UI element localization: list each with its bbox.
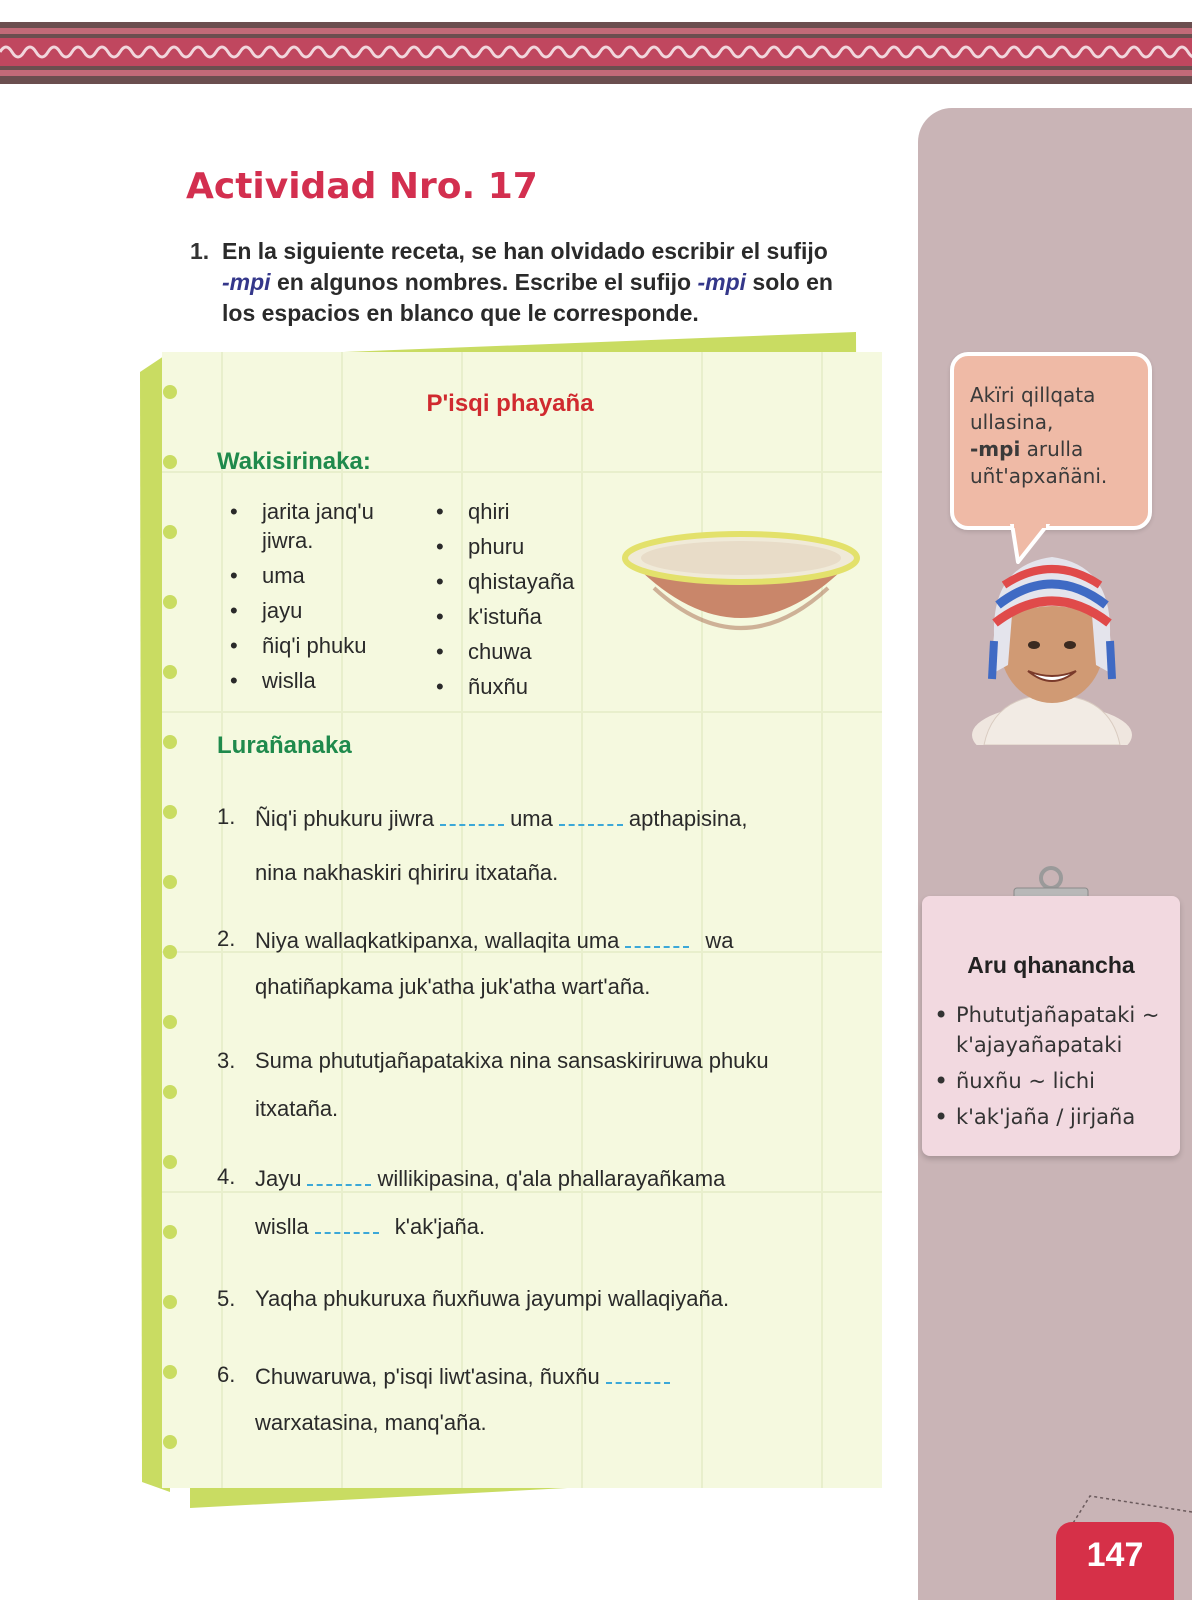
step-fragment: k'ak'jaña. (394, 1214, 486, 1239)
note-card (922, 896, 1180, 1156)
ingredient-item: • jarita janq'u jiwra. (226, 497, 416, 555)
activity-title: Actividad Nro. 17 (186, 166, 538, 207)
step-fragment: wa (705, 928, 734, 953)
suffix-label: -mpi (222, 269, 271, 295)
ingredients-list-1 (226, 497, 416, 701)
instruction-part-4: los espacios en blanco que le corresponde. (222, 300, 699, 326)
note-title: Aru qhanancha (967, 952, 1135, 978)
bubble-line-3-rest: arulla (1020, 437, 1084, 461)
ingredient-item: • qhistayaña (432, 567, 612, 596)
ingredient-item: • ñuxñu (432, 672, 612, 701)
instruction-text (222, 236, 892, 329)
instruction-part-2: en algunos nombres. Escribe el sufijo (276, 269, 692, 295)
blank-field[interactable] (559, 804, 623, 826)
bowl-illustration (614, 528, 868, 656)
blank-field[interactable] (440, 804, 504, 826)
step-text: Suma phututjañapatakixa nina sansaskiriruwa phuku (255, 1048, 769, 1073)
ingredient-item: • ñiq'i phuku (226, 631, 416, 660)
page-number-badge (1056, 1522, 1174, 1600)
ingredient-item: • jayu (226, 596, 416, 625)
bubble-line-3 (970, 436, 1134, 463)
step-fragment: apthapisina, (628, 806, 748, 831)
suffix-label: -mpi (697, 269, 747, 295)
step-number: 5. (217, 1286, 236, 1311)
step-text: nina nakhaskiri qhiriru itxataña. (255, 860, 559, 885)
note-item: • Phututjañapataki ~ k'ajayañapataki (932, 1000, 1176, 1060)
step-text: warxatasina, manq'aña. (255, 1410, 487, 1435)
steps-heading: Lurañanaka (217, 732, 352, 759)
page-number: 147 (1086, 1536, 1144, 1574)
blank-field[interactable] (307, 1164, 371, 1186)
note-item: • k'ak'jaña / jirjaña (932, 1102, 1176, 1132)
step-fragment: Chuwaruwa, p'isqi liwt'asina, ñuxñu (255, 1364, 600, 1389)
right-sidebar (918, 108, 1192, 1600)
ingredient-item: • wislla (226, 666, 416, 695)
step-text: itxataña. (255, 1096, 339, 1121)
instruction-part-3: solo en (752, 269, 833, 295)
bubble-line-2: ullasina, (970, 410, 1054, 434)
instruction-part-1: En la siguiente receta, se han olvidado escribir el sufijo (222, 238, 828, 264)
boy-illustration (964, 545, 1139, 745)
blank-field[interactable] (606, 1362, 670, 1384)
step-number: 2. (217, 926, 236, 951)
decorative-top-band (0, 22, 1192, 84)
step-number: 3. (217, 1048, 236, 1073)
step-number: 4. (217, 1164, 236, 1189)
step-fragment: wislla (255, 1214, 309, 1239)
ingredient-item: • phuru (432, 532, 612, 561)
note-item: • ñuxñu ~ lichi (932, 1066, 1176, 1096)
ingredient-item: • qhiri (432, 497, 612, 526)
bubble-suffix: -mpi (970, 437, 1021, 461)
step-text (255, 1212, 485, 1240)
blank-field[interactable] (315, 1212, 379, 1234)
step-number: 6. (217, 1362, 236, 1387)
note-list (932, 1000, 1176, 1138)
ingredients-list-2 (432, 497, 612, 707)
step-fragment: Jayu (255, 1166, 302, 1191)
ingredients-heading: Wakisirinaka: (217, 448, 371, 475)
bubble-line-1: Akïri qillqata (970, 383, 1096, 407)
ingredient-item: • chuwa (432, 637, 612, 666)
bubble-line-4: uñt'apxañäni. (970, 464, 1108, 488)
step-text (255, 1362, 676, 1390)
step-number: 1. (217, 804, 236, 829)
step-text: qhatiñapkama juk'atha juk'atha wart'aña. (255, 974, 651, 999)
step-fragment: uma (510, 806, 553, 831)
instruction-number: 1. (190, 238, 210, 264)
step-text: Yaqha phukuruxa ñuxñuwa jayumpi wallaqiyaña. (255, 1286, 730, 1311)
recipe-title: P'isqi phayaña (426, 390, 594, 417)
ingredient-item: • k'istuña (432, 602, 612, 631)
speech-bubble (950, 352, 1152, 530)
step-text (255, 1164, 725, 1192)
step-text (255, 804, 748, 832)
blank-field[interactable] (625, 926, 689, 948)
step-fragment: willikipasina, q'ala phallarayañkama (377, 1166, 726, 1191)
step-fragment: Niya wallaqkatkipanxa, wallaqita uma (255, 928, 620, 953)
step-text (255, 926, 734, 954)
step-fragment: Ñiq'i phukuru jiwra (255, 806, 435, 831)
ingredient-item: • uma (226, 561, 416, 590)
